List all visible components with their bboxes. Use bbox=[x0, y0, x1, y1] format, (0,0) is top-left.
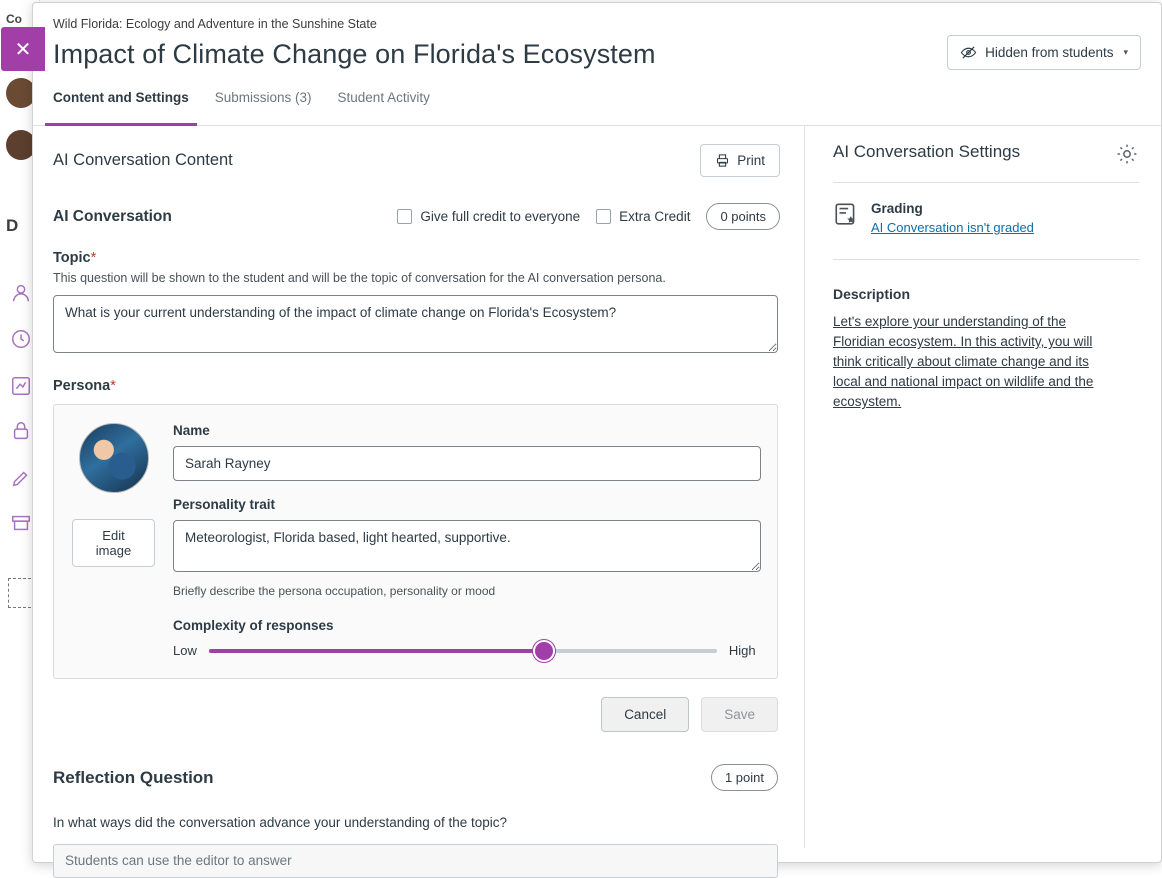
checkbox-icon bbox=[397, 209, 412, 224]
complexity-high-label: High bbox=[728, 643, 756, 658]
modal-header bbox=[33, 3, 1161, 70]
slider-thumb[interactable] bbox=[533, 640, 555, 662]
background-course-label: Co bbox=[6, 12, 22, 26]
archive-icon[interactable] bbox=[10, 512, 32, 534]
checkbox-icon bbox=[596, 209, 611, 224]
ai-conversation-title: AI Conversation bbox=[53, 207, 172, 225]
background-dashboard-label: D bbox=[6, 216, 19, 235]
account-icon[interactable] bbox=[10, 282, 32, 304]
edit-image-button[interactable]: Edit image bbox=[72, 519, 155, 567]
topic-label bbox=[53, 250, 780, 266]
reflection-question: In what ways did the conversation advance your understanding of the topic? bbox=[53, 815, 508, 830]
persona-trait-input[interactable] bbox=[173, 520, 761, 572]
description-title: Description bbox=[833, 286, 911, 302]
persona-image-area bbox=[72, 423, 155, 658]
visibility-label: Hidden from students bbox=[985, 45, 1114, 60]
persona-trait-hint: Briefly describe the persona occupation, personality or mood bbox=[173, 584, 496, 598]
print-label: Print bbox=[737, 153, 765, 168]
topic-input[interactable] bbox=[53, 295, 778, 353]
print-button[interactable] bbox=[700, 144, 780, 177]
grading-badge-icon bbox=[833, 201, 859, 227]
modal-body bbox=[33, 126, 1161, 868]
credit-controls bbox=[397, 203, 780, 230]
breadcrumb: Wild Florida: Ecology and Adventure in the Sunshine State bbox=[53, 17, 377, 31]
full-credit-label: Give full credit to everyone bbox=[420, 209, 581, 224]
reflection-points-badge: 1 point bbox=[711, 764, 778, 791]
tab-bar bbox=[33, 90, 1161, 126]
topic-label-text: Topic bbox=[53, 250, 91, 266]
printer-icon bbox=[715, 153, 730, 168]
complexity-low-label: Low bbox=[173, 643, 197, 658]
tab-student-activity[interactable]: Student Activity bbox=[337, 90, 430, 105]
persona-trait-label: Personality trait bbox=[173, 497, 276, 512]
hidden-eye-icon bbox=[960, 44, 977, 61]
grading-title: Grading bbox=[871, 201, 923, 216]
persona-label bbox=[53, 378, 780, 394]
clock-icon[interactable] bbox=[10, 328, 32, 350]
ai-conversation-header bbox=[53, 203, 780, 230]
complexity-slider[interactable] bbox=[209, 649, 717, 653]
grading-section bbox=[833, 201, 1139, 237]
assignment-modal bbox=[14, 2, 1162, 868]
tab-submissions[interactable]: Submissions (3) bbox=[214, 90, 312, 105]
reflection-answer-placeholder[interactable]: Students can use the editor to answer bbox=[53, 844, 778, 878]
gear-icon[interactable] bbox=[1115, 142, 1139, 166]
close-icon[interactable]: ✕ bbox=[1, 27, 45, 71]
persona-fields bbox=[173, 423, 761, 658]
full-credit-checkbox[interactable] bbox=[397, 209, 580, 224]
required-marker: * bbox=[110, 378, 116, 394]
chevron-down-icon: ▾ bbox=[1123, 47, 1128, 57]
grading-status-link[interactable]: AI Conversation isn't graded bbox=[871, 220, 1034, 235]
topic-hint: This question will be shown to the student and will be the topic of conversation for the AI conversation persona. bbox=[53, 271, 666, 285]
lock-icon[interactable] bbox=[10, 420, 32, 442]
complexity-slider-row bbox=[173, 643, 761, 658]
settings-column bbox=[805, 126, 1161, 848]
content-section-title: AI Conversation Content bbox=[53, 151, 233, 169]
slider-fill bbox=[209, 649, 544, 653]
chart-icon[interactable] bbox=[10, 375, 32, 397]
reflection-title: Reflection Question bbox=[53, 767, 214, 787]
points-badge: 0 points bbox=[706, 203, 780, 230]
grading-text bbox=[871, 201, 1034, 237]
cancel-button[interactable]: Cancel bbox=[601, 697, 689, 732]
description-body: Let's explore your understanding of the Floridian ecosystem. In this activity, you will think critically about climate change and its local and national impact on wildlife and the ecosystem. bbox=[833, 314, 1094, 409]
edit-icon[interactable] bbox=[10, 467, 32, 489]
required-marker: * bbox=[90, 250, 97, 266]
persona-card bbox=[53, 404, 778, 679]
complexity-label: Complexity of responses bbox=[173, 618, 334, 633]
content-header bbox=[53, 144, 780, 177]
page-title: Impact of Climate Change on Florida's Ecosystem bbox=[53, 39, 656, 69]
tab-content-and-settings[interactable]: Content and Settings bbox=[53, 90, 189, 125]
settings-title: AI Conversation Settings bbox=[833, 142, 1021, 161]
persona-name-label: Name bbox=[173, 423, 210, 438]
settings-header bbox=[833, 142, 1139, 166]
content-column bbox=[33, 126, 805, 868]
settings-divider bbox=[833, 182, 1139, 183]
persona-name-input[interactable] bbox=[173, 446, 761, 481]
persona-label-text: Persona bbox=[53, 378, 111, 394]
persona-avatar bbox=[79, 423, 149, 493]
visibility-dropdown[interactable] bbox=[947, 35, 1141, 70]
persona-actions bbox=[53, 697, 778, 732]
save-button[interactable]: Save bbox=[701, 697, 778, 732]
reflection-header bbox=[53, 764, 778, 791]
description-divider bbox=[833, 259, 1139, 260]
extra-credit-checkbox[interactable] bbox=[596, 209, 690, 224]
extra-credit-label: Extra Credit bbox=[619, 209, 691, 224]
